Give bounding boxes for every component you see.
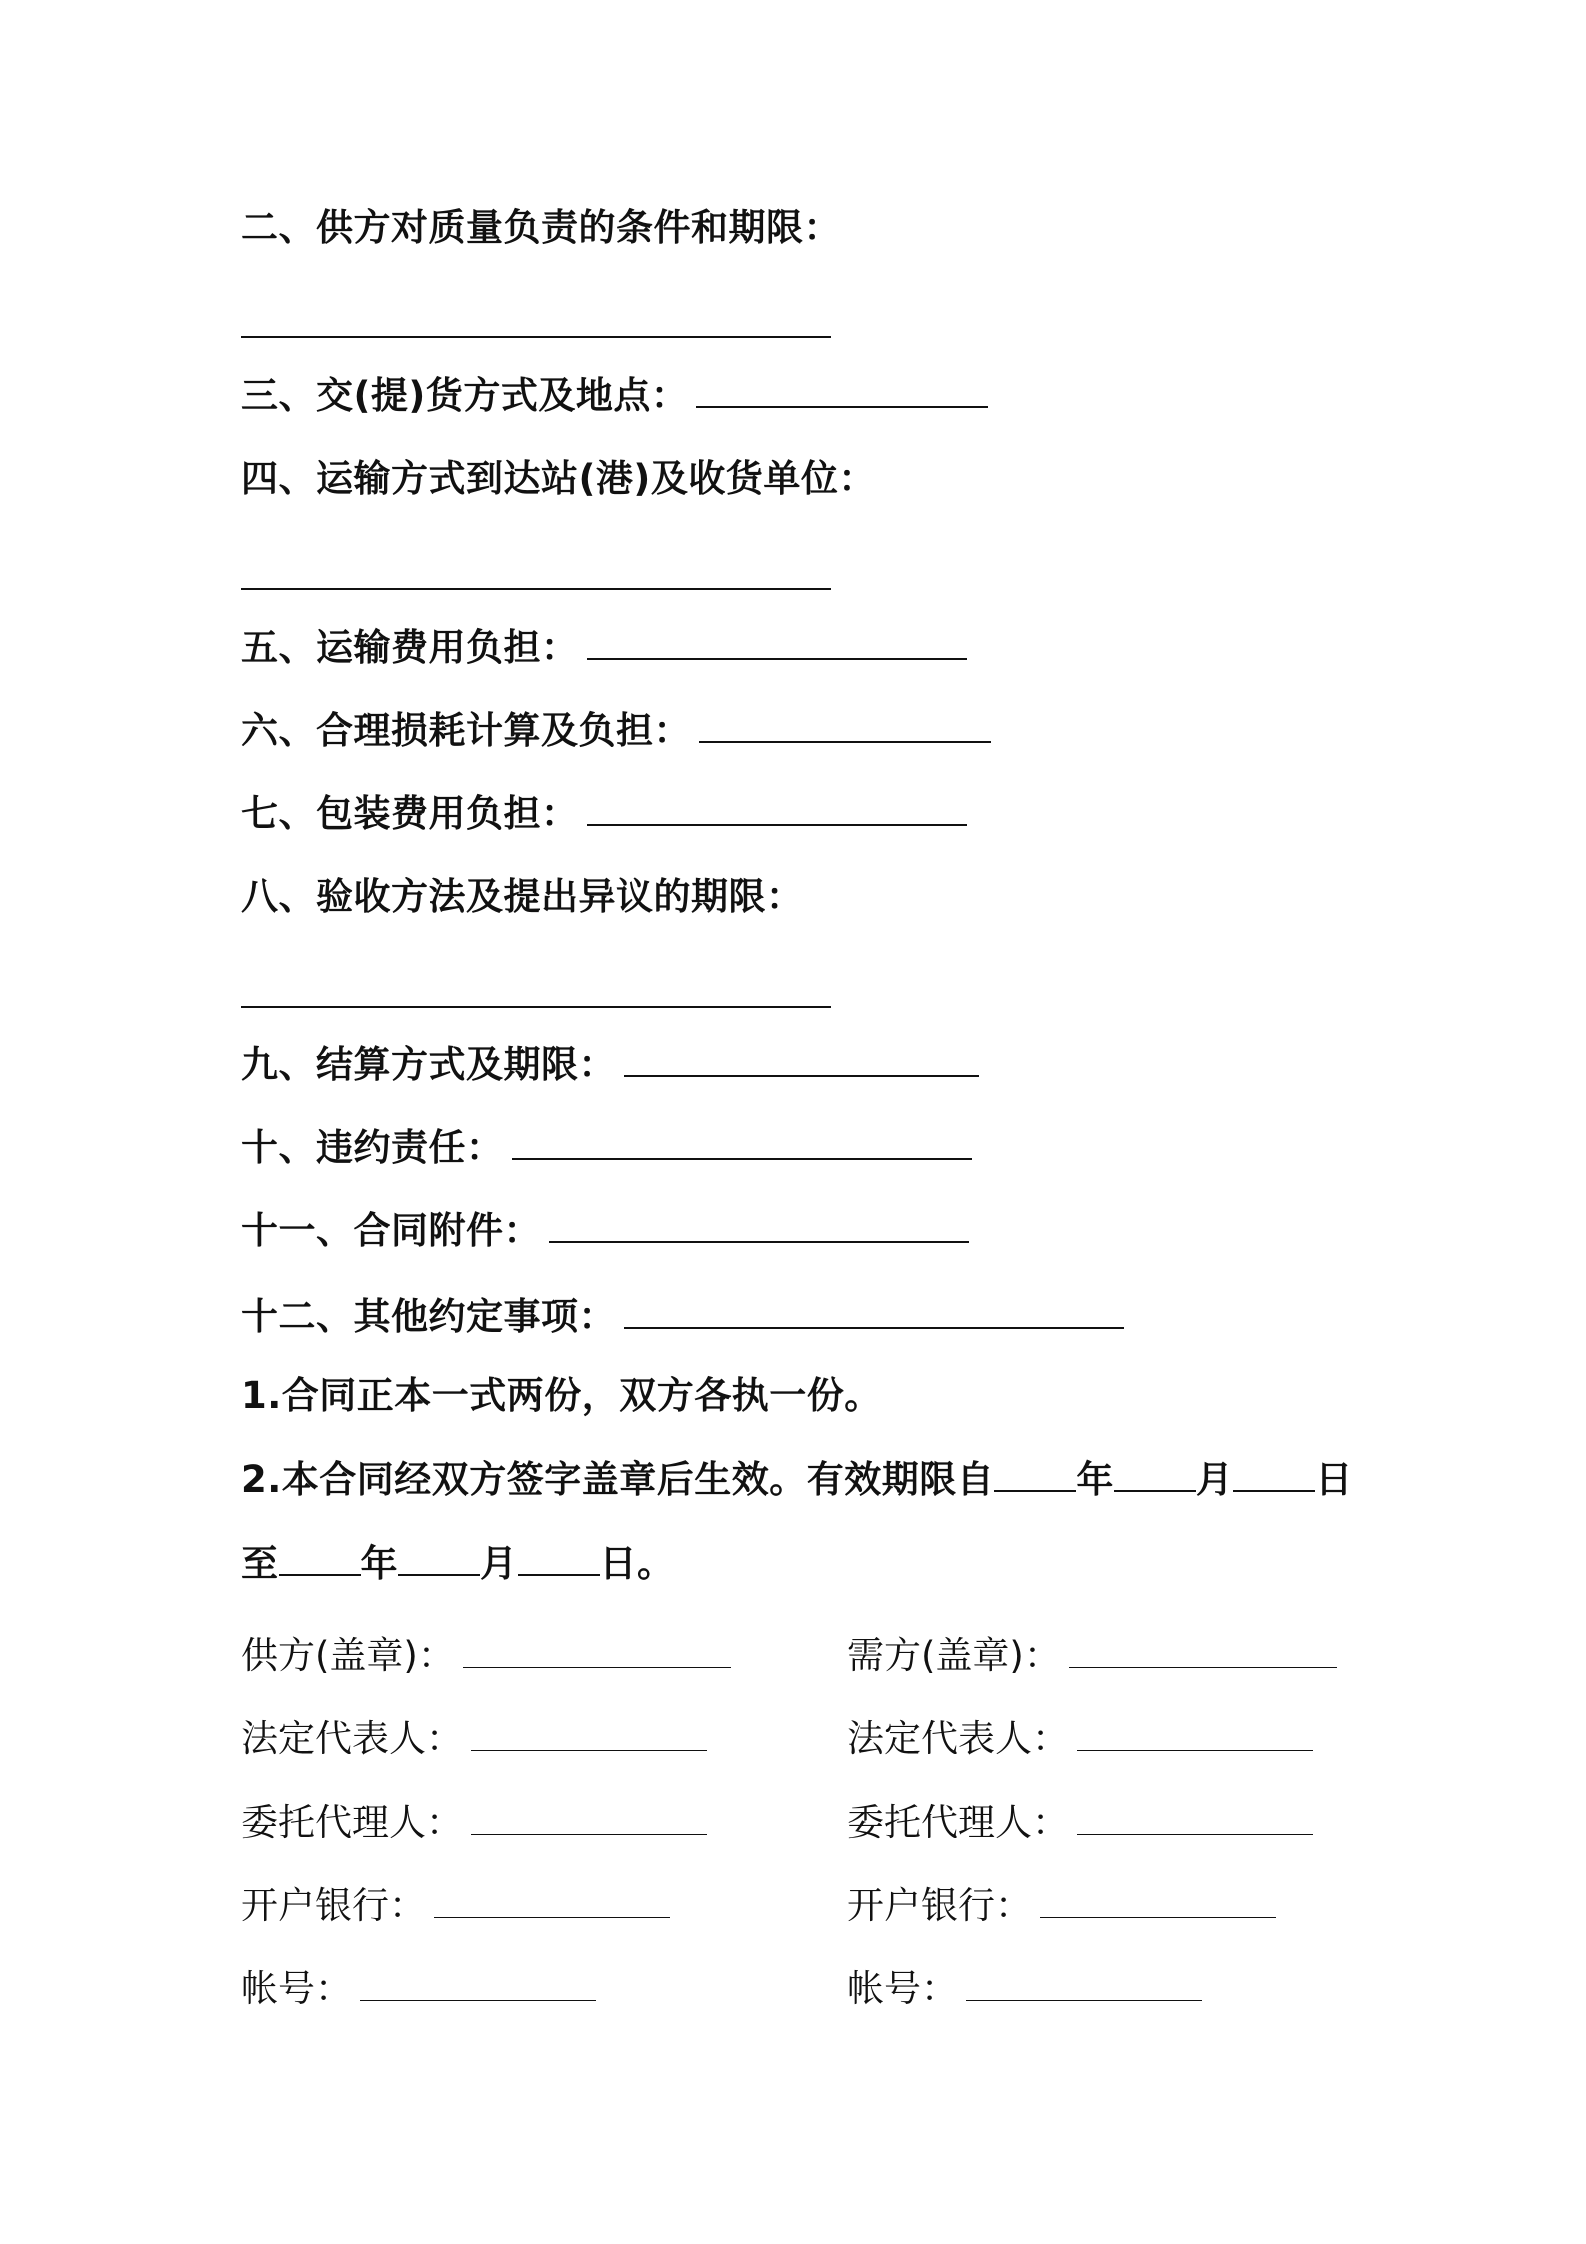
clause-3-label: 三、交(提)货方式及地点： [241, 374, 689, 417]
buyer-seal-label: 需方(盖章)： [847, 1634, 1061, 1677]
clause-5-blank[interactable] [587, 628, 967, 660]
buyer-bank-blank[interactable] [1040, 1887, 1276, 1918]
note-1: 1.合同正本一式两份，双方各执一份。 [241, 1374, 882, 1417]
clause-3-blank[interactable] [696, 376, 988, 408]
clause-5 [241, 624, 967, 672]
start-year-blank[interactable] [994, 1460, 1076, 1492]
start-month-blank[interactable] [1114, 1460, 1196, 1492]
clause-10-label: 十、违约责任： [241, 1126, 504, 1169]
supplier-seal-label: 供方(盖章)： [241, 1634, 455, 1677]
end-month-label: 月 [480, 1542, 518, 1585]
supplier-agent-blank[interactable] [471, 1804, 707, 1835]
end-day-label: 日。 [599, 1542, 675, 1585]
supplier-bank [241, 1882, 670, 1930]
clause-11 [241, 1207, 969, 1255]
supplier-agent-label: 委托代理人： [241, 1801, 463, 1844]
end-year-blank[interactable] [279, 1544, 361, 1576]
buyer-agent-label: 委托代理人： [847, 1801, 1069, 1844]
clause-6-label: 六、合理损耗计算及负担： [241, 709, 691, 752]
clause-7 [241, 790, 967, 838]
clause-9-blank[interactable] [624, 1045, 979, 1077]
year-label: 年 [1076, 1458, 1114, 1501]
supplier-seal [241, 1632, 731, 1680]
clause-7-label: 七、包装费用负担： [241, 792, 579, 835]
buyer-legal-rep-label: 法定代表人： [847, 1717, 1069, 1760]
day-label: 日 [1315, 1458, 1353, 1501]
clause-2-blank[interactable] [241, 336, 831, 338]
supplier-account-label: 帐号： [241, 1967, 352, 2010]
supplier-seal-blank[interactable] [463, 1637, 731, 1668]
buyer-legal-rep [847, 1715, 1313, 1763]
buyer-seal-blank[interactable] [1069, 1637, 1337, 1668]
clause-11-blank[interactable] [549, 1211, 969, 1243]
clause-6 [241, 707, 991, 755]
buyer-bank [847, 1882, 1276, 1930]
supplier-legal-rep [241, 1715, 707, 1763]
clause-4-label: 四、运输方式到达站(港)及收货单位： [241, 457, 876, 500]
supplier-bank-blank[interactable] [434, 1887, 670, 1918]
clause-3 [241, 372, 988, 420]
supplier-account [241, 1965, 596, 2013]
clause-8-blank[interactable] [241, 1006, 831, 1008]
clause-9 [241, 1041, 979, 1089]
clause-12-blank[interactable] [624, 1297, 1124, 1329]
end-day-blank[interactable] [518, 1544, 600, 1576]
clause-11-label: 十一、合同附件： [241, 1209, 541, 1252]
clause-12-label: 十二、其他约定事项： [241, 1295, 616, 1338]
clause-2-label: 二、供方对质量负责的条件和期限： [241, 206, 841, 249]
clause-6-blank[interactable] [699, 711, 991, 743]
start-day-blank[interactable] [1233, 1460, 1315, 1492]
clause-4-blank[interactable] [241, 588, 831, 590]
end-month-blank[interactable] [398, 1544, 480, 1576]
month-label: 月 [1195, 1458, 1234, 1501]
clause-9-label: 九、结算方式及期限： [241, 1043, 616, 1086]
end-year-label: 年 [360, 1542, 398, 1585]
clause-12 [241, 1293, 1124, 1341]
supplier-legal-rep-label: 法定代表人： [241, 1717, 463, 1760]
buyer-agent-blank[interactable] [1077, 1804, 1313, 1835]
to-label: 至 [241, 1542, 279, 1585]
clause-5-label: 五、运输费用负担： [241, 626, 579, 669]
supplier-account-blank[interactable] [360, 1970, 596, 2001]
supplier-agent [241, 1799, 707, 1847]
note-2 [241, 1456, 1353, 1504]
buyer-account [847, 1965, 1202, 2013]
supplier-bank-label: 开户银行： [241, 1884, 426, 1927]
buyer-legal-rep-blank[interactable] [1077, 1720, 1313, 1751]
clause-8-label: 八、验收方法及提出异议的期限： [241, 875, 804, 918]
clause-10 [241, 1124, 972, 1172]
buyer-agent [847, 1799, 1313, 1847]
buyer-bank-label: 开户银行： [847, 1884, 1032, 1927]
note-2-text: 2.本合同经双方签字盖章后生效。有效期限自 [241, 1458, 995, 1501]
note-2-end [241, 1540, 675, 1588]
buyer-account-blank[interactable] [966, 1970, 1202, 2001]
buyer-seal [847, 1632, 1337, 1680]
clause-7-blank[interactable] [587, 794, 967, 826]
buyer-account-label: 帐号： [847, 1967, 958, 2010]
supplier-legal-rep-blank[interactable] [471, 1720, 707, 1751]
clause-10-blank[interactable] [512, 1128, 972, 1160]
